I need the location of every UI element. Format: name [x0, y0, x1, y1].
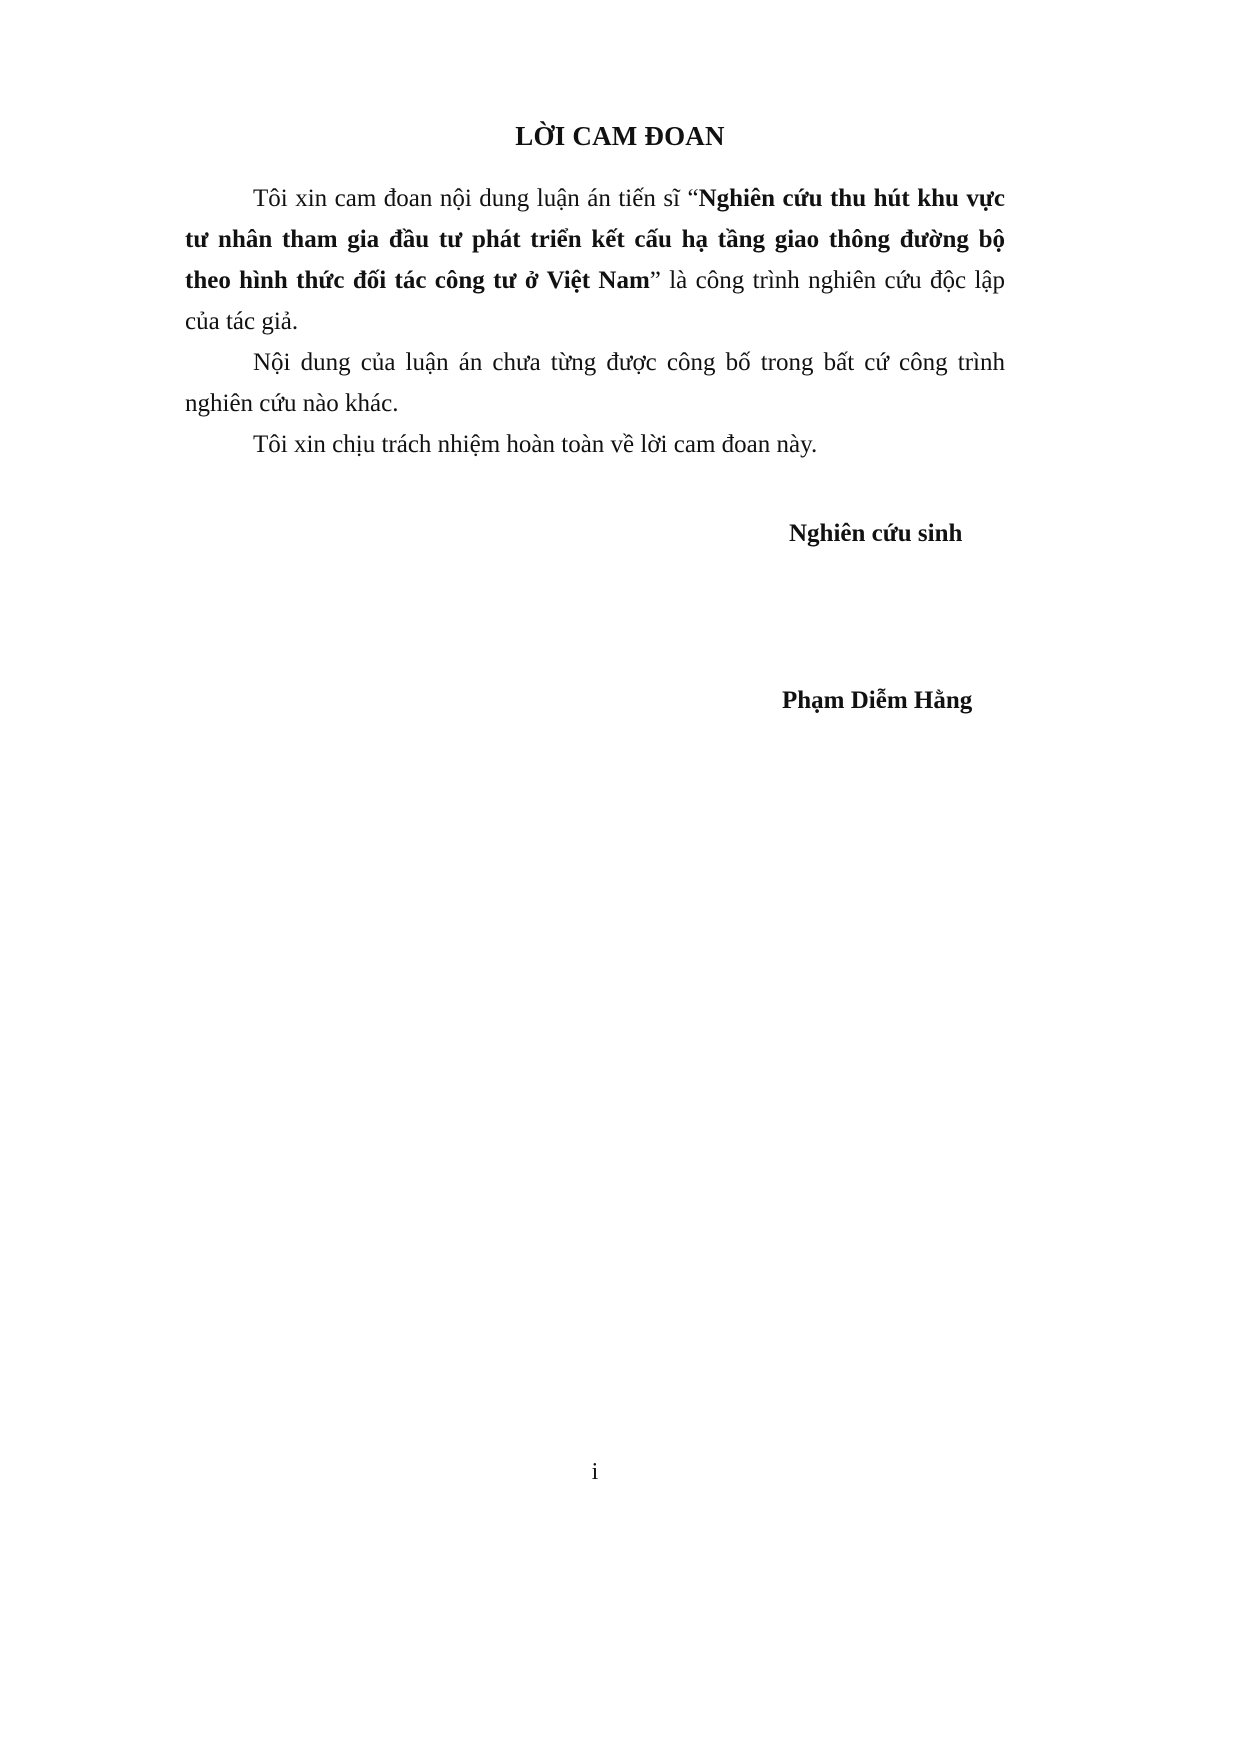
declaration-lead-text: Tôi xin cam đoan nội dung luận án tiến sĩ “ — [253, 185, 699, 212]
unpublished-paragraph: Nội dung của luận án chưa từng được công bố trong bất cứ công trình nghiên cứu nào khác. — [185, 349, 1005, 417]
page-title: LỜI CAM ĐOAN — [515, 121, 725, 151]
page-number: i — [591, 1459, 599, 1485]
document-body — [185, 178, 1005, 465]
signature-role: Nghiên cứu sinh — [789, 520, 963, 547]
signature-name: Phạm Diễm Hằng — [782, 687, 973, 714]
declaration-paragraph — [185, 178, 1005, 342]
thesis-title-text: Nghiên cứu thu hút khu vực tư nhân tham gia đầu tư phát triển kết cấu hạ tầng giao thông đường bộ theo hình thức đối tác công tư ở Việt Nam — [185, 185, 1005, 294]
responsibility-paragraph: Tôi xin chịu trách nhiệm hoàn toàn về lời cam đoan này. — [253, 431, 818, 458]
declaration-tail-text: ” là công trình nghiên cứu độc lập của tác giả. — [185, 267, 1005, 335]
